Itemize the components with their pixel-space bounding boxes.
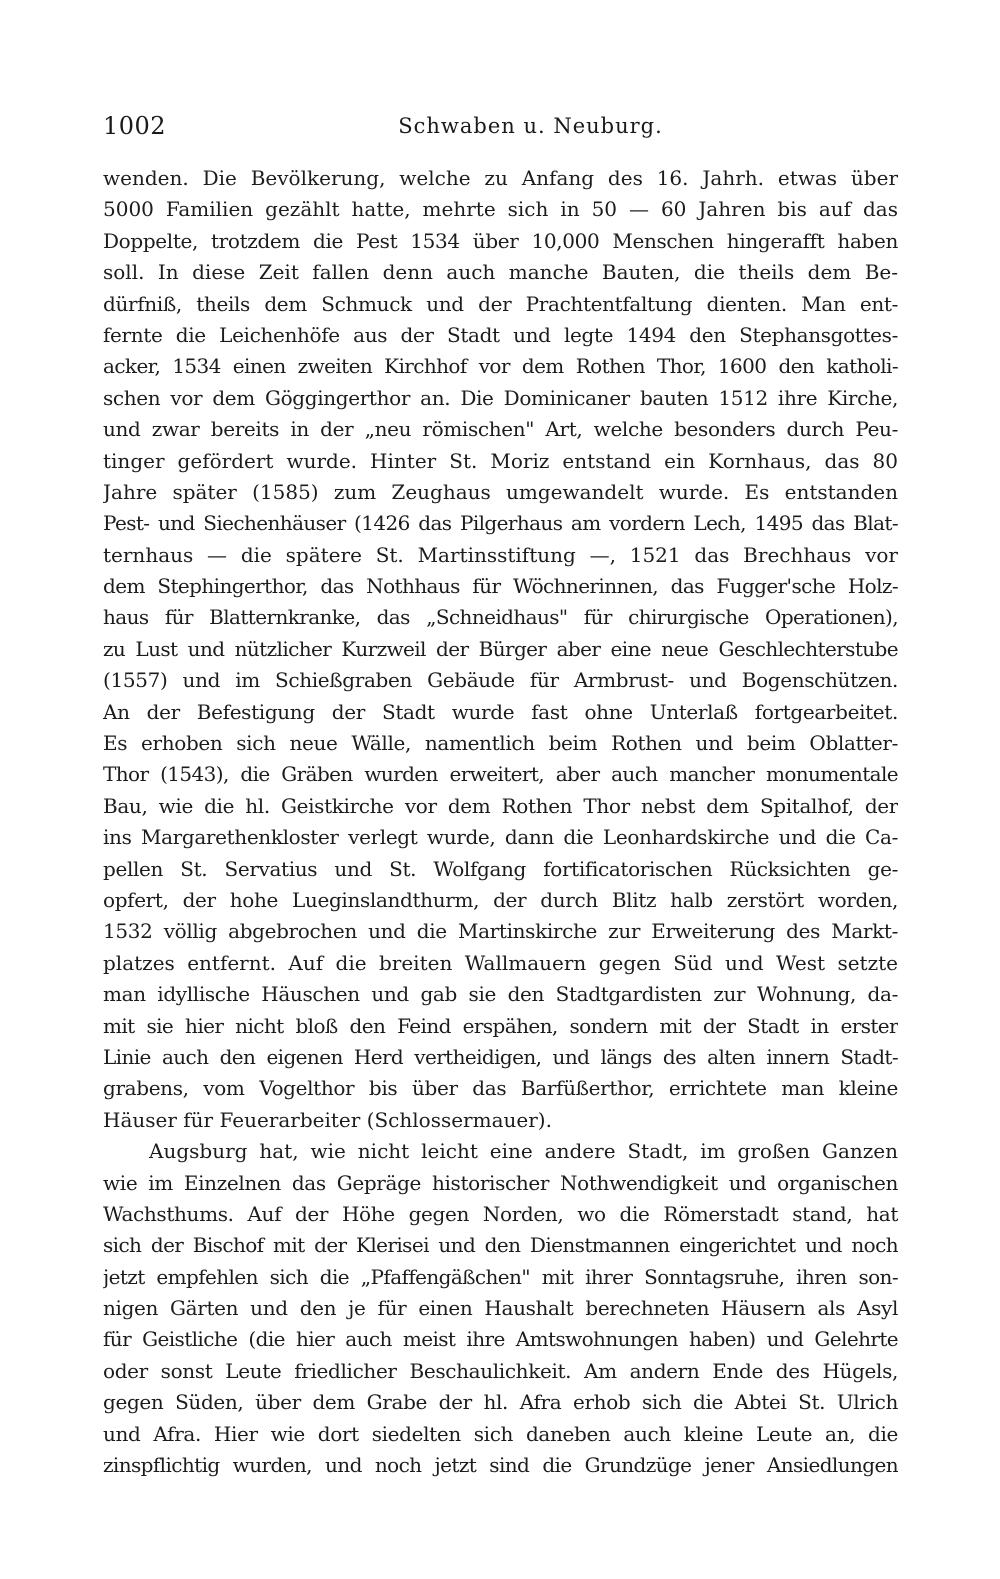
text-line: oder sonst Leute friedlicher Beschaulichkeit. Am andern Ende des Hügels,	[103, 1358, 898, 1383]
text-line: nigen Gärten und den je für einen Haushalt berechneten Häusern als Asyl	[103, 1296, 898, 1321]
text-line: Bau, wie die hl. Geistkirche vor dem Rothen Thor nebst dem Spitalhof, der	[103, 793, 898, 818]
text-line: man idyllische Häuschen und gab sie den Stadtgardisten zur Wohnung, da-	[103, 982, 898, 1007]
text-line: und Afra. Hier wie dort siedelten sich daneben auch kleine Leute an, die	[103, 1421, 898, 1446]
text-line: zu Lust und nützlicher Kurzweil der Bürger aber eine neue Geschlechterstube	[103, 636, 898, 661]
text-line: haus für Blatternkranke, das „Schneidhaus" für chirurgische Operationen),	[103, 605, 898, 630]
paragraph-1	[103, 163, 898, 1136]
text-line: 5000 Familien gezählt hatte, mehrte sich in 50 — 60 Jahren bis auf das	[103, 197, 898, 222]
text-line: ternhaus — die spätere St. Martinsstiftung —, 1521 das Brechhaus vor	[103, 542, 898, 567]
text-line: ins Margarethenkloster verlegt wurde, dann die Leonhardskirche und die Ca-	[103, 825, 898, 850]
text-line: 1532 völlig abgebrochen und die Martinskirche zur Erweiterung des Markt-	[103, 919, 898, 944]
text-line: tinger gefördert wurde. Hinter St. Moriz entstand ein Kornhaus, das 80	[103, 448, 898, 473]
page-number: 1002	[103, 112, 167, 140]
text-line: jetzt empfehlen sich die „Pfaffengäßchen" mit ihrer Sonntagsruhe, ihren son-	[103, 1264, 898, 1289]
text-line: sich der Bischof mit der Klerisei und den Dienstmannen eingerichtet und noch	[103, 1233, 898, 1258]
text-line: Es erhoben sich neue Wälle, namentlich beim Rothen und beim Oblatter-	[103, 731, 898, 756]
text-line: pellen St. Servatius und St. Wolfgang fortificatorischen Rücksichten ge-	[103, 856, 898, 881]
text-line: wie im Einzelnen das Gepräge historischer Nothwendigkeit und organischen	[103, 1170, 898, 1195]
running-title: Schwaben u. Neuburg.	[398, 114, 663, 138]
text-line: Häuser für Feuerarbeiter (Schlossermauer).	[103, 1107, 552, 1132]
text-line: platzes entfernt. Auf die breiten Wallmauern gegen Süd und West setzte	[103, 950, 898, 975]
text-line: schen vor dem Göggingerthor an. Die Dominicaner bauten 1512 ihre Kirche,	[103, 385, 898, 410]
text-line: Linie auch den eigenen Herd vertheidigen, und längs des alten innern Stadt-	[103, 1044, 898, 1069]
page-header	[103, 112, 898, 148]
text-line: Augsburg hat, wie nicht leicht eine andere Stadt, im großen Ganzen	[149, 1139, 898, 1164]
text-line: Jahre später (1585) zum Zeughaus umgewandelt wurde. Es entstanden	[103, 479, 898, 504]
text-line: opfert, der hohe Lueginslandthurm, der durch Blitz halb zerstört worden,	[103, 887, 898, 912]
text-line: für Geistliche (die hier auch meist ihre Amtswohnungen haben) und Gelehrte	[103, 1327, 898, 1352]
text-line: (1557) und im Schießgraben Gebäude für Armbrust- und Bogenschützen.	[103, 668, 898, 693]
text-line: fernte die Leichenhöfe aus der Stadt und legte 1494 den Stephansgottes-	[103, 322, 898, 347]
text-line: soll. In diese Zeit fallen denn auch manche Bauten, die theils dem Be-	[103, 260, 898, 285]
text-line: wenden. Die Bevölkerung, welche zu Anfang des 16. Jahrh. etwas über	[103, 166, 898, 190]
text-line: dem Stephingerthor, das Nothhaus für Wöchnerinnen, das Fugger'sche Holz-	[103, 574, 898, 599]
text-line: zinspflichtig wurden, und noch jetzt sind die Grundzüge jener Ansiedlungen	[103, 1453, 898, 1478]
body-text	[103, 163, 898, 1481]
text-line: Thor (1543), die Gräben wurden erweitert, aber auch mancher monumentale	[103, 762, 898, 787]
text-line: mit sie hier nicht bloß den Feind erspähen, sondern mit der Stadt in erster	[103, 1013, 898, 1038]
text-line: Pest- und Siechenhäuser (1426 das Pilgerhaus am vordern Lech, 1495 das Blat-	[103, 511, 898, 536]
text-line: gegen Süden, über dem Grabe der hl. Afra erhob sich die Abtei St. Ulrich	[103, 1390, 898, 1415]
text-line: dürfniß, theils dem Schmuck und der Prachtentfaltung dienten. Man ent-	[103, 291, 898, 316]
paragraph-2	[103, 1136, 898, 1481]
text-line: Doppelte, trotzdem die Pest 1534 über 10,000 Menschen hingerafft haben	[103, 228, 898, 253]
text-line: grabens, vom Vogelthor bis über das Barfüßerthor, errichtete man kleine	[103, 1076, 898, 1101]
text-line: Wachsthums. Auf der Höhe gegen Norden, wo die Römerstadt stand, hat	[103, 1201, 898, 1226]
text-line: acker, 1534 einen zweiten Kirchhof vor dem Rothen Thor, 1600 den katholi-	[103, 354, 898, 379]
text-line: An der Befestigung der Stadt wurde fast ohne Unterlaß fortgearbeitet.	[103, 699, 898, 724]
text-line: und zwar bereits in der „neu römischen" Art, welche besonders durch Peu-	[103, 417, 898, 442]
